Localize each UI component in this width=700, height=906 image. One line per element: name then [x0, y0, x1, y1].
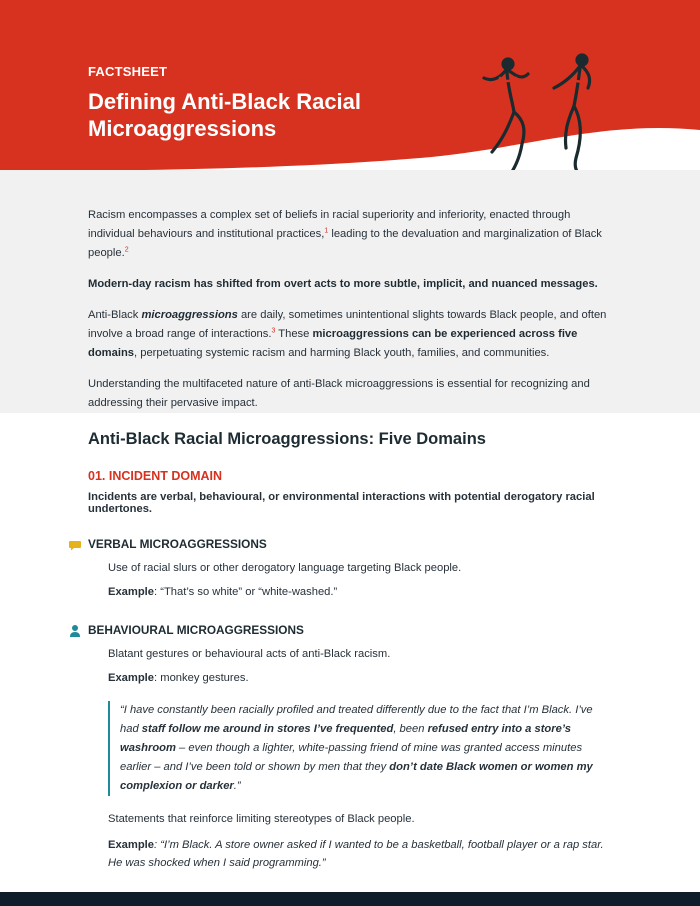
person-icon — [68, 624, 82, 638]
main-content — [88, 430, 628, 880]
speech-bubble-icon — [68, 538, 82, 552]
verbal-description: Use of racial slurs or other derogatory language targeting Black people. — [108, 562, 462, 574]
stereotype-statements — [108, 810, 628, 872]
page-title: Defining Anti-Black Racial Microaggressions — [88, 89, 362, 141]
dancing-figures-illustration — [470, 48, 630, 188]
factsheet-label: FACTSHEET — [88, 64, 168, 79]
statements-text: Statements that reinforce limiting stereotypes of Black people. — [108, 813, 415, 825]
intro-section — [0, 170, 700, 413]
footnote-ref: 2 — [124, 246, 129, 254]
verbal-microaggressions-block — [88, 537, 628, 601]
footnote-ref: 1 — [324, 227, 329, 235]
behavioural-title: BEHAVIOURAL MICROAGGRESSIONS — [88, 623, 304, 637]
behavioural-description: Blatant gestures or behavioural acts of anti-Black racism. — [108, 648, 391, 660]
domain-title: 01. INCIDENT DOMAIN — [88, 469, 223, 483]
intro-paragraph-1: Racism encompasses a complex set of beliefs in racial superiority and inferiority, enacted through individual behaviours and institutional practices,$^1$ leading to the devaluation and marginalization of Black people.$^2$ — [88, 209, 602, 259]
verbal-example: Example: “That’s so white” or “white-washed.” — [108, 586, 338, 598]
intro-paragraph-4: Understanding the multifaceted nature of anti-Black microaggressions is essential for recognizing and addressing their pervasive impact. — [88, 378, 590, 409]
testimonial-quote: “I have constantly been racially profiled and treated differently due to the fact that I’m Black. I’ve had staff follow me around in stores I’ve frequented, been refused entry into a store’s washroom – even though a lighter, white-passing friend of mine was granted access minutes earlier – and I’ve been told or shown by men that they don’t date Black women or women my complexion or darker.” — [108, 701, 610, 796]
behavioural-microaggressions-block — [88, 623, 628, 687]
verbal-title: VERBAL MICROAGGRESSIONS — [88, 537, 267, 551]
statements-example: Example: “I’m Black. A store owner asked if I wanted to be a basketball, football player or a rap star. He was shocked when I said programming.” — [108, 839, 604, 869]
behavioural-example: Example: monkey gestures. — [108, 672, 249, 684]
section-heading: Anti-Black Racial Microaggressions: Five Domains — [88, 430, 486, 448]
domain-description: Incidents are verbal, behavioural, or environmental interactions with potential derogatory racial undertones. — [88, 491, 595, 515]
intro-paragraph-2: Modern-day racism has shifted from overt acts to more subtle, implicit, and nuanced messages. — [88, 278, 598, 290]
footer-bar — [0, 892, 700, 906]
intro-paragraph-3: Anti-Black microaggressions are daily, sometimes unintentional slights towards Black people, and often involve a broad range of interactions.$^3$ These microaggressions can be experienced across five domains, perpetuating systemic racism and harming Black youth, families, and communities. — [88, 309, 607, 359]
footnote-ref: 3 — [271, 327, 276, 335]
